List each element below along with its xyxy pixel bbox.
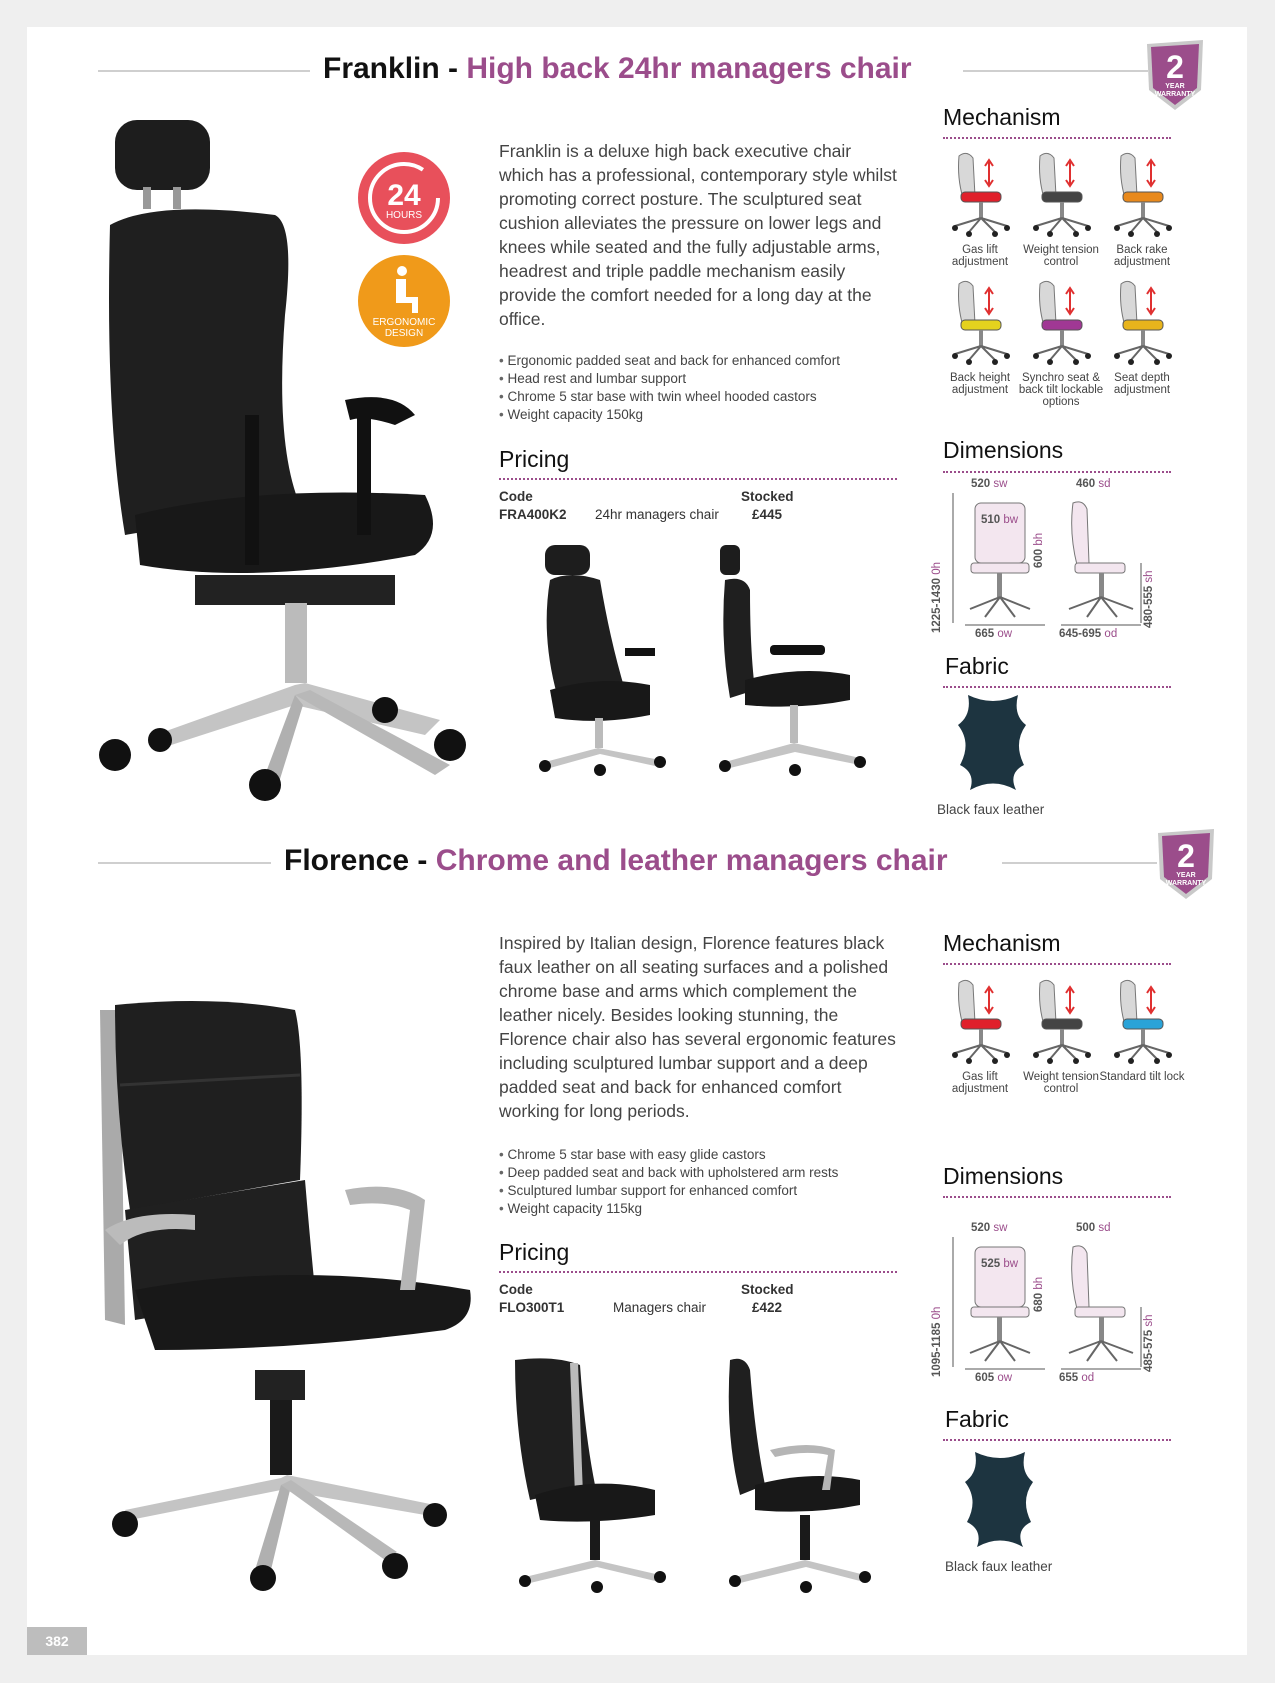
dimension-unit: sd [1098, 478, 1111, 490]
warranty-number: 2 [1166, 49, 1184, 85]
florence-mechanism-divider [943, 963, 1171, 965]
franklin-dimensions-heading: Dimensions [943, 437, 1064, 463]
title-rule-right [963, 70, 1148, 72]
code-header: Code [499, 1282, 533, 1297]
dimension-value: 460 [1076, 478, 1096, 490]
dimension-oh [931, 562, 943, 633]
florence-description: Inspired by Italian design, Florence features black faux leather on all seating surfaces and a polished chrome base and arms which complement the leather nicely. Besides looking stunning, the Florence chair also has several ergonomic features including sculptured lumbar support and a deep padded seat and back for enhanced comfort working for long periods. [499, 933, 896, 1121]
franklin-pricing-heading: Pricing [499, 446, 570, 472]
franklin-pricing-divider [499, 478, 897, 480]
franklin-mechanism-divider [943, 137, 1171, 139]
product-name: 24hr managers chair [595, 507, 719, 522]
franklin-feature-item: • Weight capacity 150kg [499, 406, 879, 424]
dimension-sd [1076, 1222, 1111, 1234]
florence-mechanism-heading: Mechanism [943, 930, 1061, 956]
dimension-unit: 0h [931, 1306, 943, 1320]
florence-title [284, 844, 948, 878]
dimension-value: 485-575 [1143, 1329, 1155, 1372]
dimension-value: 480-555 [1143, 585, 1155, 628]
franklin-feature-item: • Ergonomic padded seat and back for enhanced comfort [499, 352, 879, 370]
dimension-value: 510 [981, 514, 1001, 526]
dimension-ow [975, 628, 1012, 640]
mechanism-chair-icon [945, 148, 1015, 238]
franklin-description: Franklin is a deluxe high back executive chair which has a professional, contemporary style whilst promoting correct posture. The sculptured seat cushion alleviates the pressure on lower legs and knees while seated and the fully adjustable arms, headrest and triple paddle mechanism easily provide the comfort needed for a long day at the office. [499, 141, 897, 329]
dimension-unit: sw [993, 1222, 1008, 1234]
dimension-sw [971, 1222, 1007, 1234]
florence-pricing-table [499, 1282, 799, 1322]
side-view-diagram [1051, 493, 1151, 633]
dimension-value: 665 [975, 628, 995, 640]
florence-pricing-heading: Pricing [499, 1239, 570, 1265]
franklin-fabric-heading: Fabric [945, 653, 1009, 679]
mechanism-chair-icon [1026, 148, 1096, 238]
florence-dimensions-divider [943, 1196, 1171, 1198]
dimension-unit: ow [997, 1372, 1013, 1384]
mechanism-chair-icon [1026, 276, 1096, 366]
dimension-unit: bh [1033, 1276, 1045, 1290]
title-rule-left [98, 862, 271, 864]
24-hours-icon [356, 150, 452, 246]
dimension-bh [1033, 533, 1045, 568]
dimension-value: 500 [1076, 1222, 1096, 1234]
florence-title-desc: Chrome and leather managers chair [435, 844, 948, 877]
mechanism-chair-icon [1107, 148, 1177, 238]
product-price: £445 [752, 507, 783, 522]
mechanism-label: Standard tilt lock [1099, 1071, 1185, 1083]
florence-fabric-swatch [965, 1452, 1035, 1547]
side-view-diagram [1051, 1237, 1151, 1377]
florence-feature-item: • Deep padded seat and back with upholstered arm rests [499, 1164, 879, 1182]
mechanism-label: Gas lift adjustment [951, 244, 1009, 268]
florence-pricing-divider [499, 1271, 897, 1273]
dimension-value: 680 [1033, 1292, 1045, 1312]
dimension-value: 520 [971, 1222, 991, 1234]
warranty-badge [1143, 38, 1207, 112]
product-price: £422 [752, 1300, 783, 1315]
mechanism-label: Weight tension control [1023, 1071, 1099, 1095]
mechanism-label: Weight tension control [1023, 244, 1099, 268]
mechanism-chair-icon [1107, 975, 1177, 1065]
franklin-fabric-label: Black faux leather [937, 802, 1045, 817]
title-rule-right [1002, 862, 1157, 864]
florence-feature-item: • Sculptured lumbar support for enhanced comfort [499, 1182, 879, 1200]
24-hours-text: HOURS [385, 210, 423, 221]
dimension-bw [981, 1258, 1018, 1270]
florence-feature-list [499, 1146, 879, 1218]
dimension-unit: bh [1033, 532, 1045, 546]
dimension-bw [981, 514, 1018, 526]
dimension-value: 655 [1059, 1372, 1079, 1384]
dimension-value: 520 [971, 478, 991, 490]
24-hours-number: 24 [387, 179, 421, 212]
ergonomic-text-2: DESIGN [384, 328, 424, 339]
franklin-title-desc: High back 24hr managers chair [466, 52, 912, 85]
dimension-oh [931, 1307, 943, 1377]
mechanism-chair-icon [945, 975, 1015, 1065]
franklin-title-name: Franklin - [323, 52, 459, 85]
florence-feature-item: • Weight capacity 115kg [499, 1200, 879, 1218]
franklin-feature-list [499, 352, 879, 424]
florence-side-view-image [710, 1355, 875, 1595]
dimension-ow [975, 1372, 1012, 1384]
product-code: FLO300T1 [499, 1300, 565, 1315]
dimension-unit: bw [1003, 514, 1019, 526]
dimension-value: 1095-1185 [931, 1322, 943, 1377]
mechanism-label: Seat depth adjustment [1113, 372, 1171, 396]
product-name: Managers chair [613, 1300, 707, 1315]
dimension-sh [1143, 570, 1155, 628]
franklin-fabric-swatch [958, 695, 1028, 790]
franklin-feature-item: • Head rest and lumbar support [499, 370, 879, 388]
franklin-mechanism-heading: Mechanism [943, 104, 1061, 130]
dimension-unit: 0h [931, 562, 943, 575]
page-number: 382 [27, 1627, 87, 1655]
franklin-back-view-image [530, 540, 680, 775]
ergonomic-design-icon [356, 253, 452, 349]
franklin-side-view-image [700, 540, 875, 775]
mechanism-chair-icon [945, 276, 1015, 366]
dimension-value: 605 [975, 1372, 995, 1384]
dimension-value: 525 [981, 1258, 1001, 1270]
warranty-text-1: YEAR [1165, 83, 1185, 90]
dimension-od [1059, 628, 1117, 640]
stocked-header: Stocked [741, 489, 794, 504]
franklin-feature-item: • Chrome 5 star base with twin wheel hooded castors [499, 388, 879, 406]
warranty-text-1: YEAR [1176, 872, 1196, 879]
florence-title-name: Florence - [284, 844, 428, 877]
code-header: Code [499, 489, 533, 504]
florence-back-view-image [505, 1355, 670, 1595]
dimension-unit: od [1081, 1372, 1095, 1384]
dimension-unit: od [1104, 628, 1118, 640]
florence-fabric-divider [943, 1439, 1171, 1441]
warranty-text-2: WARRANTY [1165, 880, 1207, 887]
ergonomic-text-1: ERGONOMIC [372, 317, 436, 328]
dimension-od [1059, 1372, 1094, 1384]
dimension-bh [1033, 1277, 1045, 1312]
florence-dimensions-heading: Dimensions [943, 1163, 1064, 1189]
mechanism-label: Back height adjustment [949, 372, 1011, 396]
product-code: FRA400K2 [499, 507, 567, 522]
florence-fabric-heading: Fabric [945, 1406, 1009, 1432]
warranty-number: 2 [1177, 838, 1195, 874]
dimension-sh [1143, 1314, 1155, 1372]
stocked-header: Stocked [741, 1282, 794, 1297]
dimension-unit: sd [1098, 1222, 1111, 1234]
dimension-unit: sh [1143, 1314, 1155, 1327]
dimension-unit: bw [1003, 1258, 1019, 1270]
dimension-unit: sw [993, 478, 1008, 490]
franklin-fabric-divider [943, 686, 1171, 688]
mechanism-label: Synchro seat & back tilt lockable options [1018, 372, 1104, 408]
dimension-value: 1225-1430 [931, 578, 943, 633]
florence-fabric-label: Black faux leather [945, 1559, 1053, 1574]
franklin-pricing-table [499, 489, 799, 529]
florence-main-chair-image [95, 990, 485, 1590]
dimension-value: 600 [1033, 548, 1045, 568]
dimension-sd [1076, 478, 1111, 490]
warranty-text-2: WARRANTY [1154, 91, 1196, 98]
title-rule-left [98, 70, 310, 72]
mechanism-chair-icon [1107, 276, 1177, 366]
franklin-dimensions-divider [943, 471, 1171, 473]
mechanism-chair-icon [1026, 975, 1096, 1065]
mechanism-label: Gas lift adjustment [951, 1071, 1009, 1095]
franklin-title [323, 52, 912, 86]
dimension-value: 645-695 [1059, 628, 1102, 640]
mechanism-label: Back rake adjustment [1113, 244, 1171, 268]
dimension-unit: ow [997, 628, 1013, 640]
florence-feature-item: • Chrome 5 star base with easy glide castors [499, 1146, 879, 1164]
dimension-unit: sh [1143, 570, 1155, 583]
warranty-badge [1154, 827, 1218, 901]
dimension-sw [971, 478, 1007, 490]
